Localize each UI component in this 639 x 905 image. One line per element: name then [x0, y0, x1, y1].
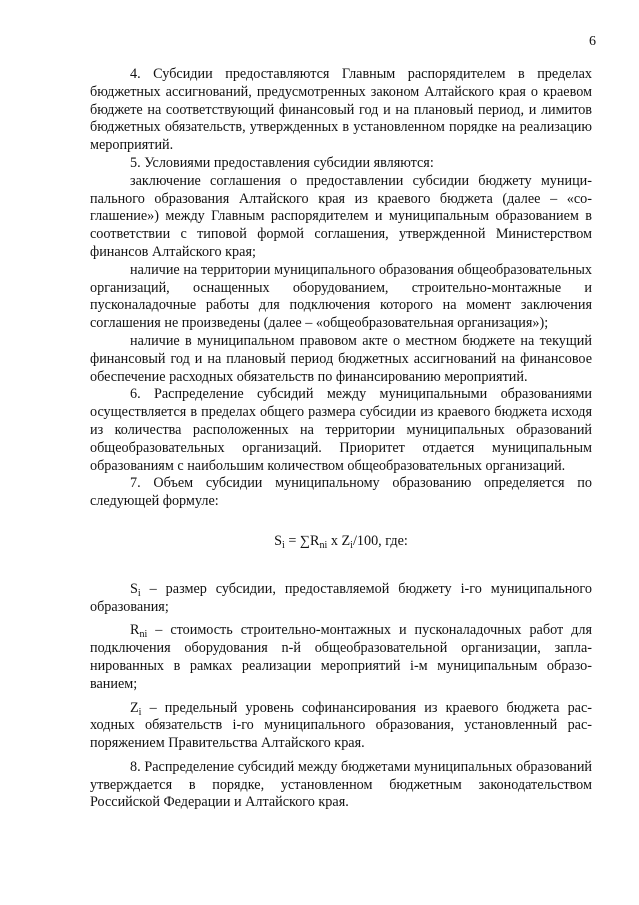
formula-z-index: i	[350, 539, 353, 551]
paragraph-5-condition-organizations: наличие на территории муниципального образования общеобразовательных организаций, оснащенных оборудованием, строительно-монтажные и пусконаладочные работы для подключения которого на момент заключения соглашения не произведены (далее – «общеобразовательная организация»);	[90, 261, 592, 332]
definition-zi-text: – предельный уровень софинансирования из краевого бюджета расходных обязательств i-го муниципального образования, установленный распоряжением Правительства Алтайского края.	[90, 699, 592, 752]
definition-rni-symbol: R	[130, 622, 140, 639]
definition-si-index: i	[137, 587, 141, 599]
paragraph-8: 8. Распределение субсидий между бюджетами муниципальных образований утверждается в порядке, установленном бюджетным законодательством Российской Федерации и Алтайского края.	[90, 758, 592, 811]
formula-s: S	[274, 532, 283, 549]
definition-rni	[90, 622, 592, 693]
definition-si-text: – размер субсидии, предоставляемой бюджету i-го муниципального образования;	[90, 580, 592, 615]
definition-rni-index: ni	[139, 629, 148, 641]
page-number: 6	[589, 34, 596, 49]
formula-s-index: i	[282, 539, 285, 551]
definition-zi-index: i	[138, 706, 142, 718]
paragraph-7: 7. Объем субсидии муниципальному образованию определяется по следующей формуле:	[90, 475, 592, 510]
subsidy-formula	[90, 533, 592, 551]
formula-times-z: x Z	[327, 532, 351, 549]
definition-zi	[90, 700, 592, 753]
definition-rni-text: – стоимость строительно-монтажных и пусконаладочных работ для подключения оборудования n-й общеобразовательной организации, запланированных в рамках реализации мероприятий i-м муниципальным образованием;	[90, 622, 592, 692]
paragraph-4: 4. Субсидии предоставляются Главным распорядителем в пределах бюджетных ассигнований, предусмотренных законом Алтайского края о краевом бюджете на соответствующий финансовый год и на плановый период, и лимитов бюджетных обязательств, утвержденных в установленном порядке на реализацию мероприятий.	[90, 66, 592, 154]
paragraph-5: 5. Условиями предоставления субсидии являются:	[130, 154, 434, 171]
definition-si	[90, 581, 592, 617]
definition-si-symbol: S	[130, 580, 138, 597]
document-body	[90, 66, 592, 812]
formula-sum-r: = ∑R	[284, 532, 320, 549]
definition-zi-symbol: Z	[130, 699, 139, 716]
paragraph-5-condition-budget: наличие в муниципальном правовом акте о местном бюджете на текущий финансовый год и на плановый период бюджетных ассигнований на финансовое обеспечение расходных обязательств по финансированию мероприятий.	[90, 332, 592, 385]
formula-r-index: ni	[319, 539, 328, 551]
formula-rest: /100, где:	[352, 532, 408, 549]
paragraph-6: 6. Распределение субсидий между муниципальными образованиями осуществляется в пределах общего размера субсидии из краевого бюджета исходя из количества расположенных на территории муниципальных образований общеобразовательных организаций. Приоритет отдается муниципальным образованиям с наибольшим количеством общеобразовательных организаций.	[90, 386, 592, 474]
paragraph-5-condition-agreement: заключение соглашения о предоставлении субсидии бюджету муниципального образования Алтайского края из краевого бюджета (далее – «соглашение») между Главным распорядителем и муниципальным образованием в соответствии с типовой формой соглашения, утвержденной Министерством финансов Алтайского края;	[90, 172, 592, 260]
